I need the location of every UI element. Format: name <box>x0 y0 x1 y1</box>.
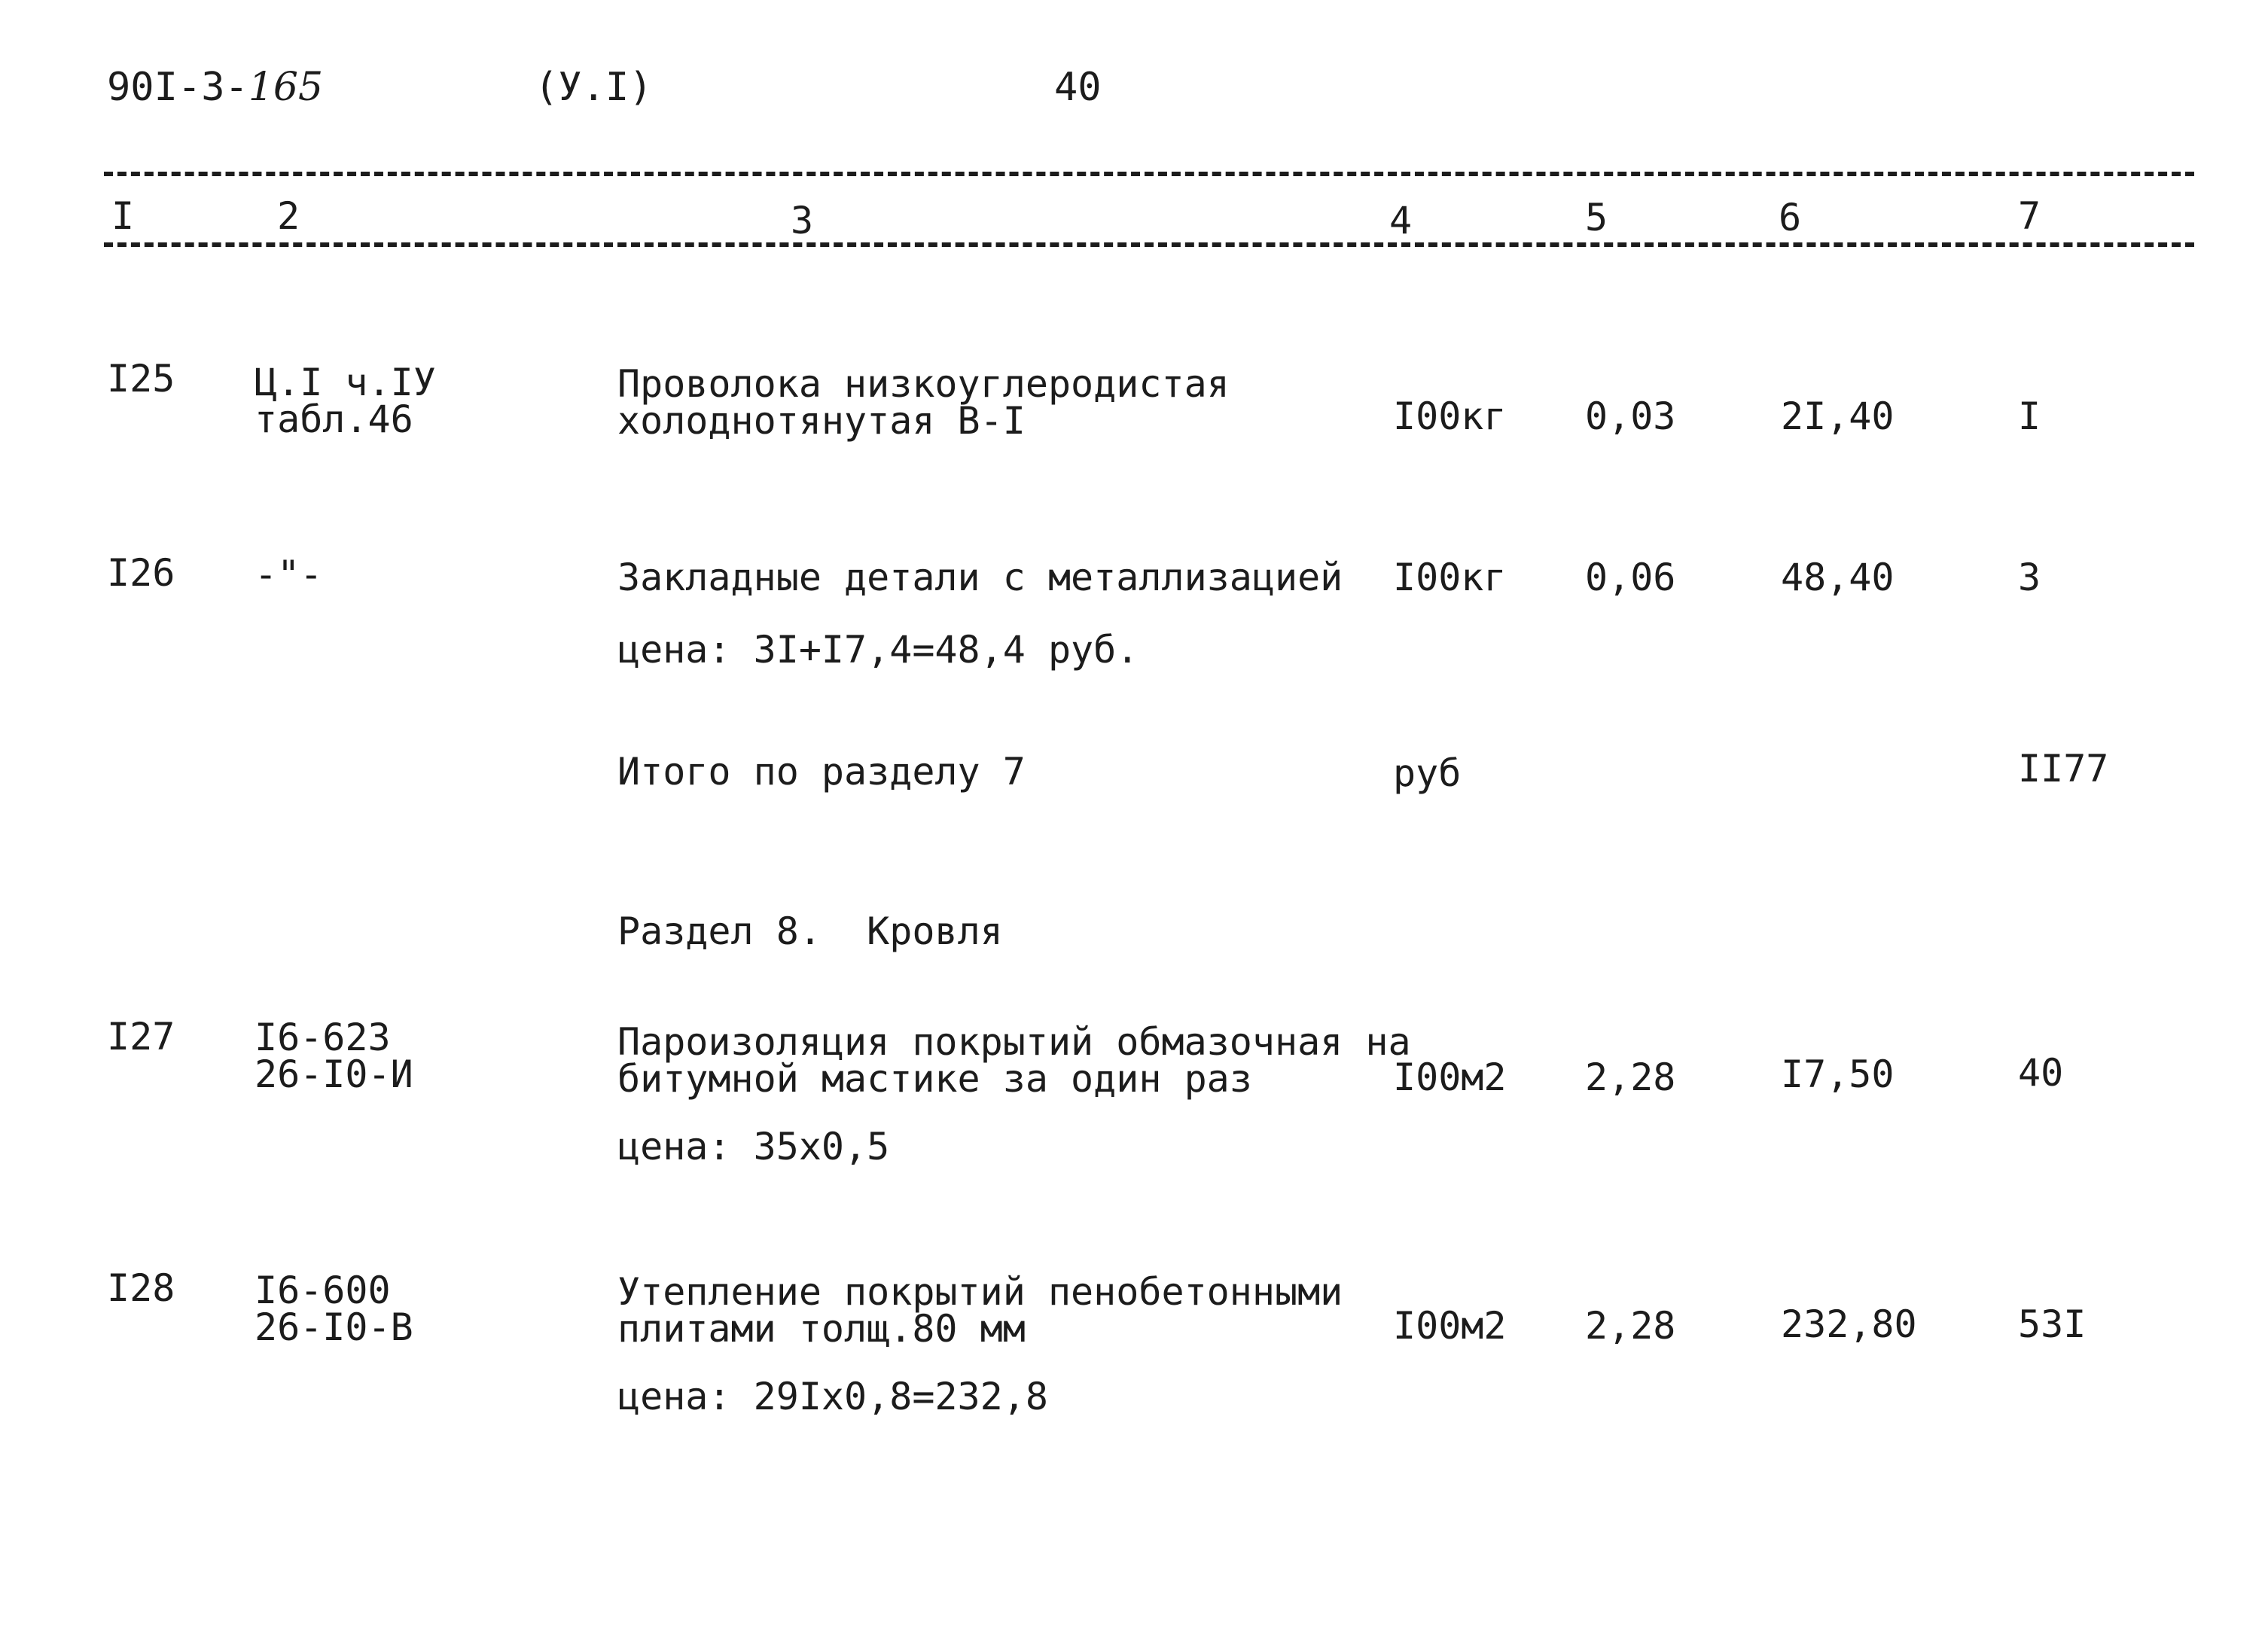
document-code-handwritten: 165 <box>248 65 324 110</box>
row-code-line: табл.46 <box>255 398 413 441</box>
row-unit: I00м2 <box>1393 1056 1507 1099</box>
row-description <box>617 362 1230 443</box>
row-description-line: Пароизоляция покрытий обмазочная на <box>617 1020 1411 1064</box>
row-code <box>255 1269 413 1349</box>
row-number: I26 <box>107 551 175 595</box>
column-header-4: 4 <box>1389 199 1413 242</box>
row-quantity: 2,28 <box>1585 1056 1676 1099</box>
row-number: I28 <box>107 1266 175 1310</box>
row-price-note: цена: 3I+I7,4=48,4 руб. <box>617 628 1139 672</box>
column-header-3: 3 <box>791 199 814 242</box>
row-description-line: Проволока низкоуглеродистая <box>617 362 1230 406</box>
row-unit: I00кг <box>1393 556 1507 599</box>
row-unit-price: 2I,40 <box>1781 394 1895 438</box>
row-quantity: 2,28 <box>1585 1304 1676 1348</box>
header-rule-top <box>104 172 2194 176</box>
subtotal-total: II77 <box>2018 747 2109 791</box>
row-description-line: Утепление покрытий пенобетонными <box>617 1270 1343 1314</box>
row-total: 3 <box>2018 556 2041 599</box>
row-code-line: I6-623 <box>255 1016 391 1059</box>
row-unit: I00кг <box>1393 394 1507 438</box>
row-description-line: плитами толщ.80 мм <box>617 1307 1026 1351</box>
row-unit-price: 48,40 <box>1781 556 1895 599</box>
row-description <box>617 1270 1343 1351</box>
row-price-note: цена: 29Iх0,8=232,8 <box>617 1375 1048 1418</box>
row-number: I25 <box>107 357 175 401</box>
volume-label: (У.I) <box>535 65 653 110</box>
page-number: 40 <box>1054 65 1102 110</box>
row-number: I27 <box>107 1015 175 1059</box>
column-header-5: 5 <box>1585 196 1608 239</box>
row-description-line: холоднотянутая В-I <box>617 399 1026 443</box>
section-heading <box>617 909 1003 953</box>
row-price-note: цена: 35х0,5 <box>617 1125 890 1168</box>
document-code <box>107 65 324 110</box>
row-code-line: Ц.I ч.IУ <box>255 361 436 404</box>
row-code: -"- <box>255 553 323 596</box>
row-description <box>617 1020 1411 1101</box>
section-number: Раздел 8. <box>617 909 822 953</box>
column-header-6: 6 <box>1779 196 1802 239</box>
row-code-line: 26-I0-И <box>255 1052 413 1096</box>
row-total: 53I <box>2018 1302 2087 1346</box>
row-total: 40 <box>2018 1051 2064 1095</box>
row-unit: I00м2 <box>1393 1304 1507 1348</box>
column-header-7: 7 <box>2018 194 2041 238</box>
row-total: I <box>2018 394 2041 438</box>
row-quantity: 0,06 <box>1585 556 1676 599</box>
subtotal-unit: руб <box>1393 751 1462 795</box>
row-unit-price: 232,80 <box>1781 1302 1917 1346</box>
row-quantity: 0,03 <box>1585 394 1676 438</box>
row-code <box>255 1016 413 1096</box>
row-unit-price: I7,50 <box>1781 1052 1895 1096</box>
row-description: Закладные детали с металлизацией <box>617 556 1343 599</box>
row-code <box>255 361 436 441</box>
header-rule-bottom <box>104 242 2194 247</box>
row-code-line: I6-600 <box>255 1269 391 1312</box>
section-name: Кровля <box>867 909 1003 953</box>
column-header-1: I <box>111 194 135 238</box>
column-header-2: 2 <box>277 194 300 238</box>
row-code-line: 26-I0-В <box>255 1305 413 1349</box>
row-description-line: битумной мастике за один раз <box>617 1057 1252 1101</box>
subtotal-label: Итого по разделу 7 <box>617 750 1026 794</box>
document-code-printed: 90I-3- <box>107 65 248 110</box>
